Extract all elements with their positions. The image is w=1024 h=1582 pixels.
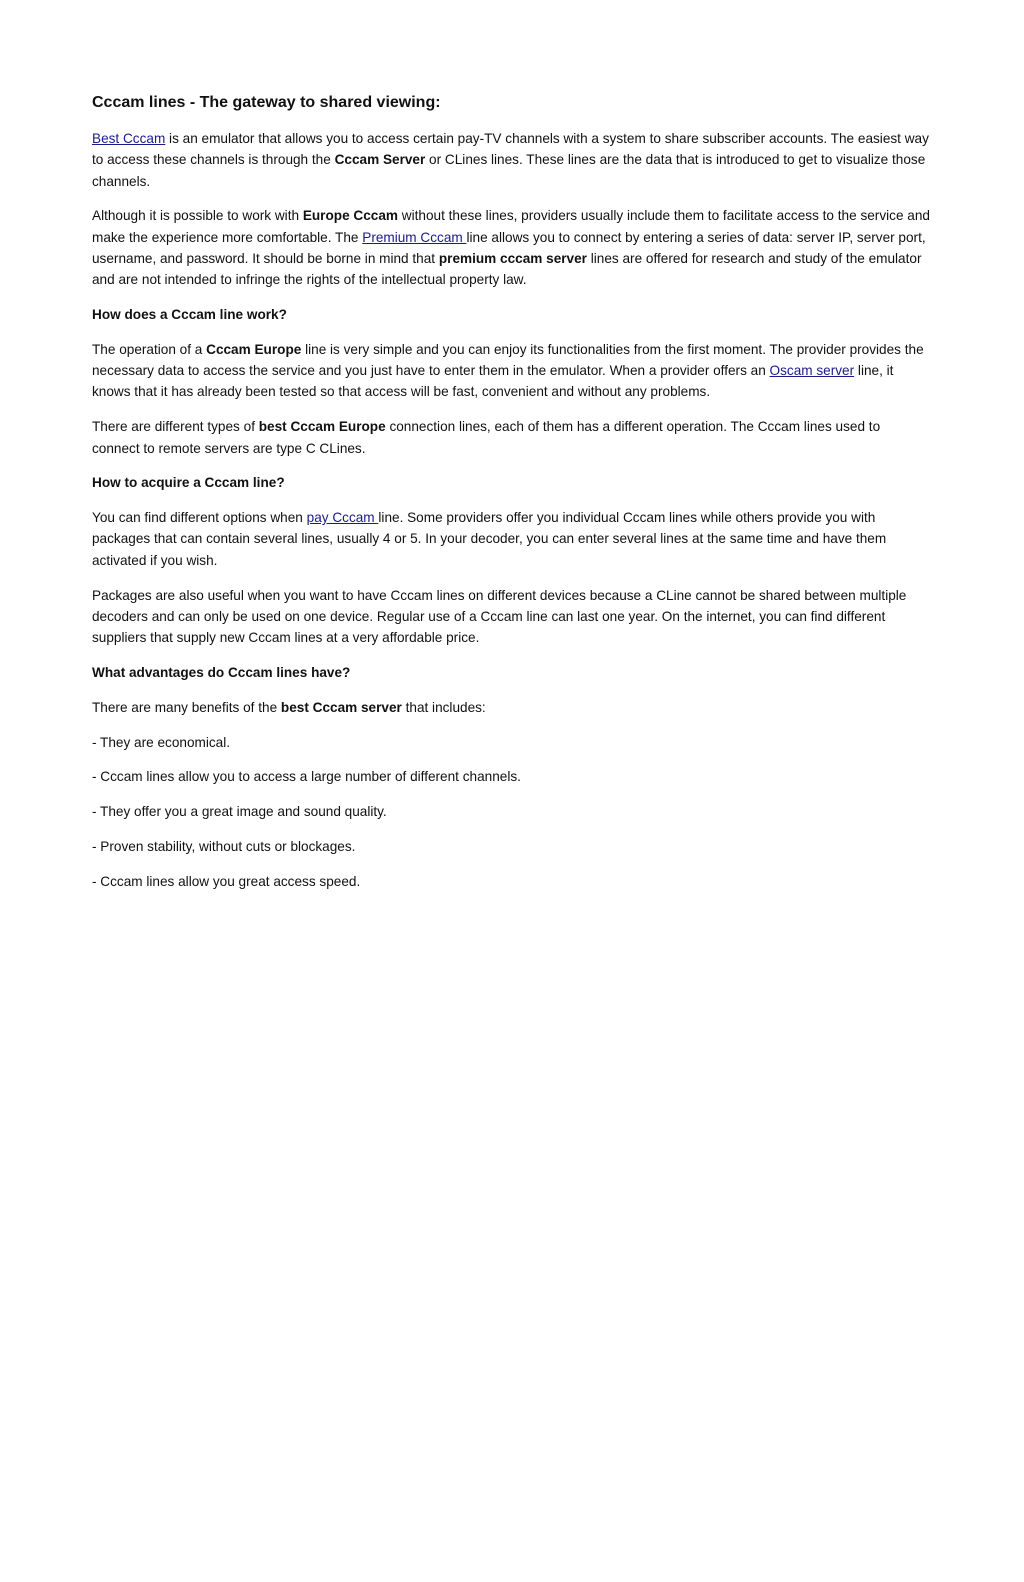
section-heading: How to acquire a Cccam line? (92, 475, 285, 491)
paragraph-intro (92, 128, 930, 192)
list-item: - They offer you a great image and sound quality. (92, 804, 387, 820)
paragraph-text: line. Some providers offer you individual Cccam lines while others provide you with packages that can contain several lines, usually 4 or 5. In your decoder, you can enter several lines at the same time and have them activated if you wish. (92, 510, 887, 568)
list-item: - Cccam lines allow you to access a large number of different channels. (92, 769, 521, 785)
paragraph-text: There are different types of (92, 419, 259, 435)
paragraph-benefits (92, 697, 930, 718)
paragraph-text: lines are offered for research and study of the emulator and are not intended to infringe the rights of the intellectual property law. (92, 250, 922, 288)
paragraph-text: Although it is possible to work with (92, 208, 303, 224)
paragraph-text: line, it knows that it has already been tested so that access will be fast, convenient and without any problems. (92, 363, 894, 400)
bold-text: best Cccam Europe (258, 419, 386, 435)
document-title: Cccam lines - The gateway to shared viewing: (92, 94, 441, 111)
bold-text: Cccam Europe (206, 341, 302, 357)
paragraph-text: or CLines lines. These lines are the data that is introduced to get to visualize those channels. (92, 152, 926, 189)
best-cccam-link[interactable]: Best Cccam (92, 131, 166, 146)
paragraph-text: that includes: (401, 699, 486, 715)
bold-text: premium cccam server (438, 250, 587, 266)
paragraph-packages: Packages are also useful when you want to have Cccam lines on different devices because a CLine cannot be shared between multiple decoders and can only be used on one device. Regular use of a Cccam line can last one year. On the internet, you can find different suppliers that supply new Cccam lines at a very affordable price. (92, 587, 907, 646)
bold-text: best Cccam server (280, 699, 402, 715)
paragraph-operation (92, 339, 930, 403)
document-page (92, 90, 930, 906)
paragraph-text: connection lines, each of them has a different operation. The Cccam lines used to connect to remote servers are type C CLines. (92, 419, 881, 456)
bold-text: Europe Cccam (302, 208, 399, 224)
paragraph-text: There are many benefits of the (92, 699, 281, 715)
oscam-server-link[interactable]: Oscam server (769, 363, 855, 379)
paragraph-text: The operation of a (92, 341, 207, 357)
paragraph-types (92, 416, 930, 459)
paragraph-text: is an emulator that allows you to access certain pay-TV channels with a system to share subscriber accounts. The easiest way to access these channels is through the (92, 131, 929, 168)
section-heading: What advantages do Cccam lines have? (92, 664, 351, 680)
paragraph-text: line allows you to connect by entering a series of data: server IP, server port, username, and password. It should be borne in mind that (92, 229, 926, 266)
paragraph-text: line is very simple and you can enjoy its functionalities from the first moment. The provider provides the necessary data to access the service and you just have to enter them in the emulator. When a provider offers an (92, 341, 924, 379)
paragraph-text: without these lines, providers usually include them to facilitate access to the service and make the experience more comfortable. The (92, 208, 930, 245)
section-heading: How does a Cccam line work? (92, 307, 287, 323)
paragraph-text: You can find different options when (92, 510, 307, 526)
premium-cccam-link[interactable]: Premium Cccam (362, 229, 467, 245)
paragraph-europe (92, 205, 930, 290)
paragraph-acquire (92, 507, 930, 571)
pay-cccam-link[interactable]: pay Cccam (306, 510, 379, 526)
bold-text: Cccam Server (334, 152, 426, 168)
list-item: - Proven stability, without cuts or blockages. (92, 838, 356, 854)
list-item: - Cccam lines allow you great access speed. (92, 873, 361, 889)
list-item: - They are economical. (92, 734, 231, 750)
